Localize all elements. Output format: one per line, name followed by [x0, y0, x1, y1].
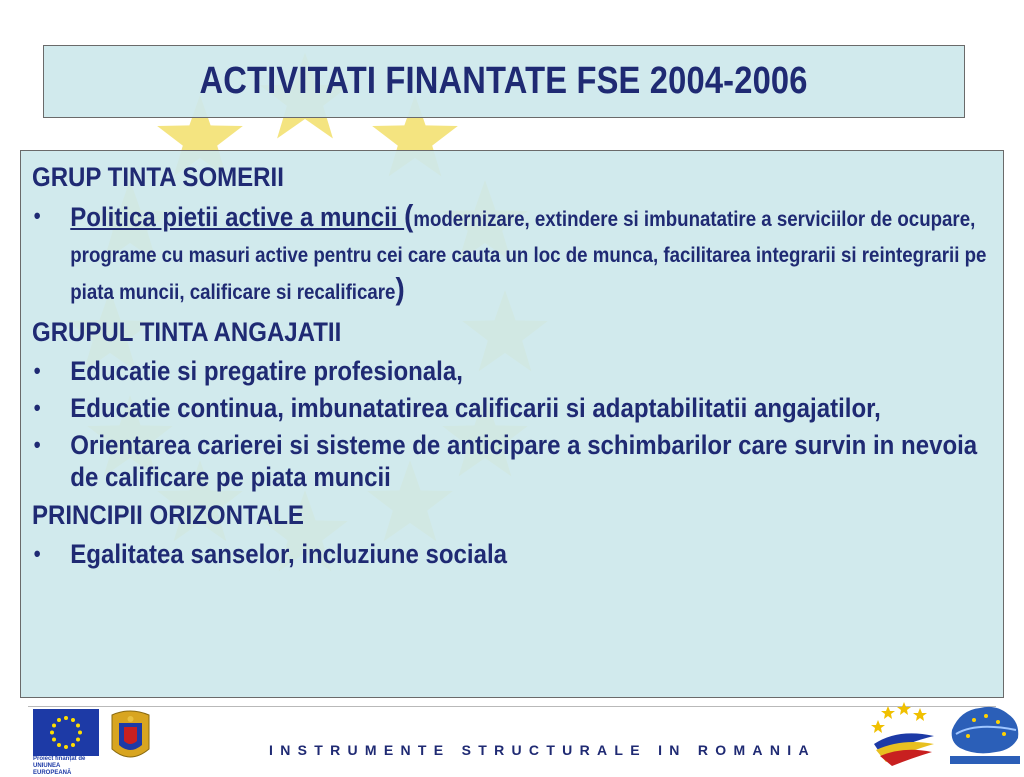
bullet-detail-text: modernizare, extindere si imbunatatire a serviciilor de ocupare, programe cu masuri active pentru cei care cauta un loc de munca, facilitarea integrarii si reintegrarii pe piata muncii, calificare si recalificare	[70, 208, 987, 304]
bullet-item	[32, 429, 993, 493]
bullet-icon: •	[33, 541, 41, 566]
slide-title: ACTIVITATI FINANTATE FSE 2004-2006	[199, 60, 809, 102]
content-box	[20, 150, 1004, 698]
bullet-item	[32, 355, 993, 387]
group-header-unemployed: GRUP TINTA SOMERII	[32, 162, 284, 192]
footer-divider	[28, 706, 996, 707]
content-inner	[32, 161, 993, 570]
bullet-text	[70, 200, 993, 310]
title-box	[43, 45, 965, 118]
eu-logo	[33, 709, 99, 776]
group-header-employed: GRUPUL TINTA ANGAJATII	[32, 317, 342, 347]
group-header-horizontal-principles: PRINCIPII ORIZONTALE	[32, 500, 304, 530]
bullet-icon: •	[33, 358, 41, 383]
paren-open: (	[404, 198, 414, 233]
bullet-item-active-labour-policy	[32, 200, 993, 310]
bullet-text: Educatie continua, imbunatatirea calificarii si adaptabilitatii angajatilor,	[70, 393, 881, 423]
bullet-lead-text: Politica pietii active a muncii	[70, 202, 405, 232]
eu-flag-icon	[33, 709, 99, 756]
bullet-text: Orientarea carierei si sisteme de anticipare a schimbarilor care survin in nevoia de calificare pe piata muncii	[70, 430, 978, 492]
bullet-item	[32, 538, 993, 570]
romania-map-logo-icon	[946, 700, 1024, 768]
bullet-icon: •	[33, 432, 41, 457]
eu-caption-line1: Proiect finanțat de	[33, 756, 86, 762]
paren-close: )	[395, 271, 405, 306]
eu-caption-line2: UNIUNEA EUROPEANĂ	[33, 763, 72, 776]
bullet-item	[32, 392, 993, 424]
bullet-icon: •	[33, 395, 41, 420]
romania-coat-of-arms-icon	[104, 709, 157, 765]
bullet-text: Educatie si pregatire profesionala,	[70, 356, 463, 386]
bullet-icon: •	[33, 203, 41, 228]
footer-tagline: INSTRUMENTE STRUCTURALE IN ROMANIA	[269, 742, 816, 758]
stars-swoosh-logo-icon	[868, 700, 940, 766]
bullet-text: Egalitatea sanselor, incluziune sociala	[70, 539, 507, 569]
